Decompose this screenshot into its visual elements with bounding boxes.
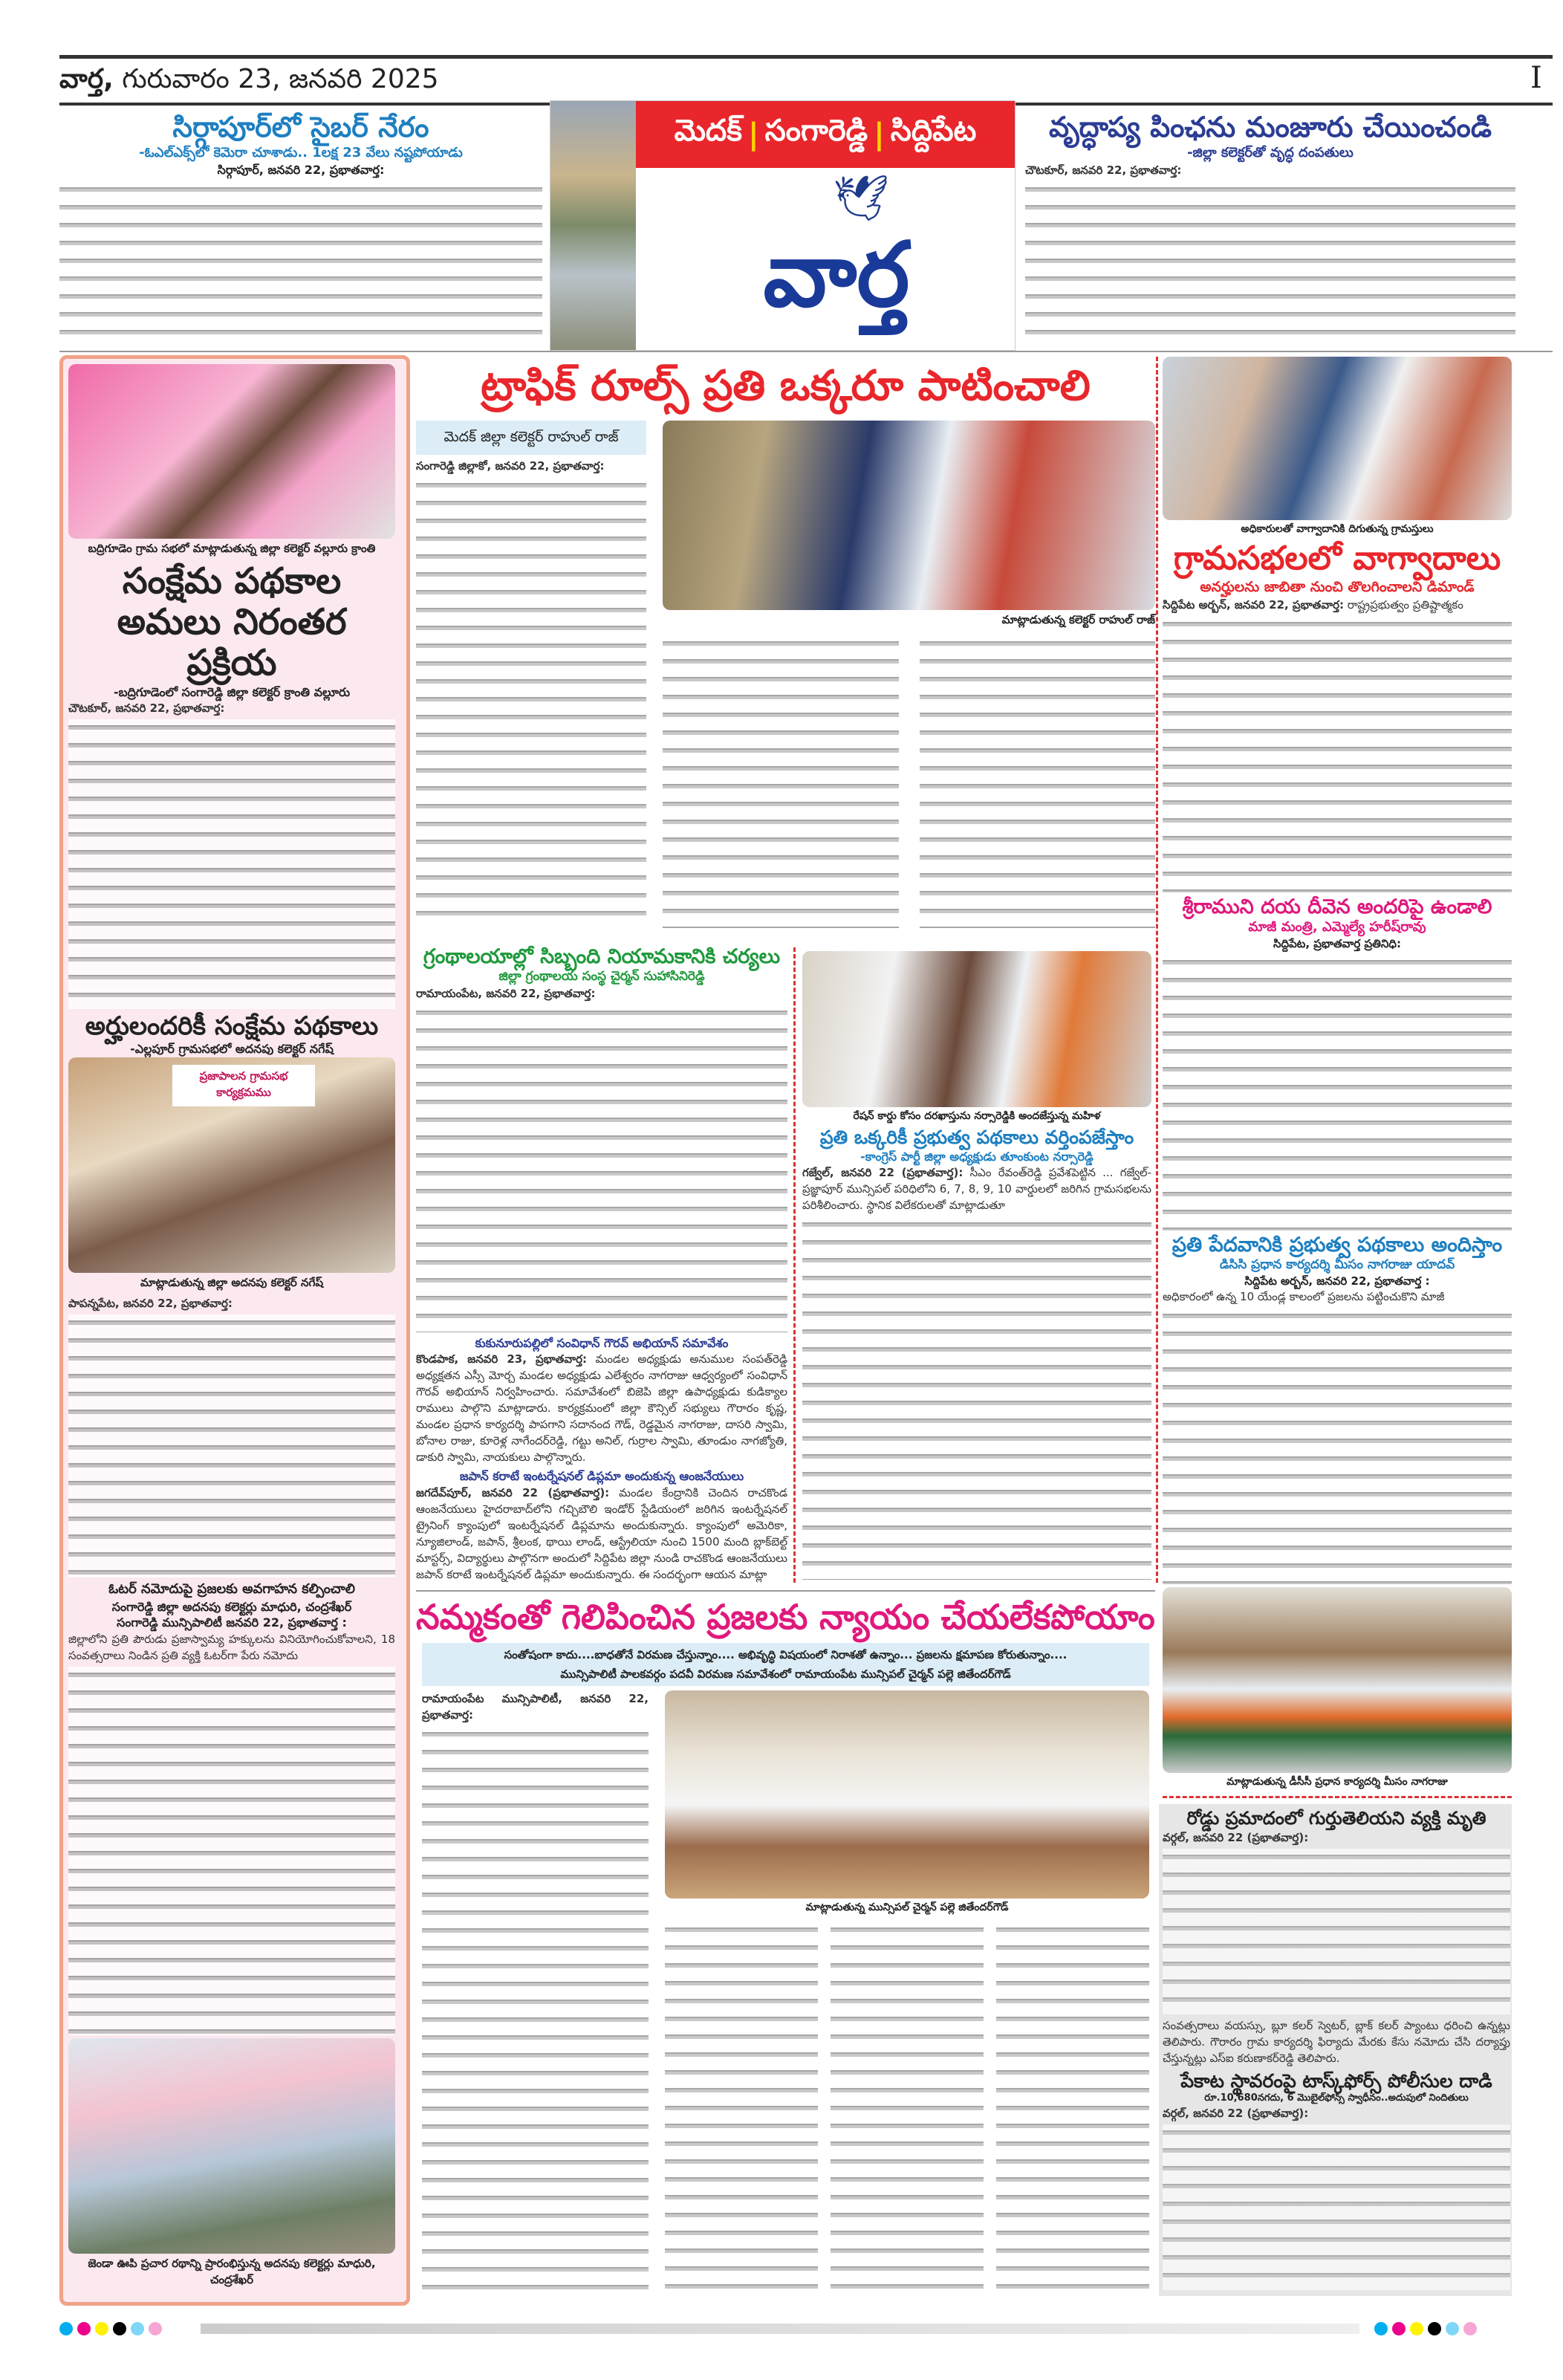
justice-caption: మాట్లాడుతున్న మున్సిపల్ చైర్మన్ పల్లె జితేందర్‌గౌడ్ (805, 1901, 1009, 1914)
congress-subhead: -కాంగ్రెస్ పార్టీ జిల్లా అధ్యక్షుడు తూంకుంట నర్సారెడ్డి (860, 1149, 1094, 1164)
color-registration-right (1374, 2322, 1477, 2335)
top-rule (59, 55, 1553, 59)
traffic-dateline: సంగారెడ్డి జిల్లాకో, జనవరి 22, ప్రభాతవార్త: (416, 459, 605, 473)
traffic-body-col1 (416, 477, 646, 928)
congress-headline: ప్రతి ఒక్కరికీ ప్రభుత్వ పథకాలు వర్తింపజేస్తాం (819, 1126, 1134, 1148)
justice-body-col2 (665, 1922, 818, 2293)
pension-body-text (1025, 181, 1515, 343)
municipal-meeting-photo (665, 1690, 1149, 1899)
district-medak: మెదక్ (674, 114, 743, 148)
accident-tail: సంవత్సరాలు వయస్సు, బ్లూ కలర్ స్వెటర్, బ్లాక్ కలర్ ప్యాంటు ధరించి ఉన్నట్లు తెలిపారు. గౌరారం గ్రామ కార్యదర్శి ఫిర్యాదు మేరకు కేసు నమోదు చేసి దర్యాప్తు చేస్తున్నట్లు ఎస్‌ఐ కరుణాకర్‌రెడ్డి తెలిపారు. (1163, 2018, 1510, 2065)
prajapalana-banner: ప్రజాపాలన గ్రామసభ కార్యక్రమము (172, 1065, 315, 1106)
voter-headline: ఓటర్ నమోదుపై ప్రజలకు అవగాహన కల్పించాలి (108, 1581, 355, 1598)
color-registration-left (59, 2322, 162, 2335)
eligible-caption: మాట్లాడుతున్న జిల్లా అదనపు కలెక్టర్ నగేష్ (140, 1275, 324, 1289)
justice-body-col4 (996, 1922, 1149, 2293)
eligible-subhead: -ఎల్లపూర్ గ్రామసభలో అదనపు కలెక్టర్ నగేష్ (130, 1042, 334, 1057)
congress-caption: రేషన్ కార్డు కోసం దరఖాస్తును నర్సారెడ్డికి అందజేస్తున్న మహిళ (853, 1110, 1101, 1122)
traffic-columns (416, 421, 1155, 931)
section-logo (550, 100, 1016, 351)
karate-headline: జపాన్ కరాటే ఇంటర్నేషనల్ డిప్లమా అందుకున్న ఆంజనేయులు (459, 1469, 744, 1484)
district-band: మెదక్ | సంగారెడ్డి | సిద్దిపేట (636, 101, 1015, 168)
rama-headline: శ్రీరాముని దయ దీవెన అందరిపై ఉండాలి (1182, 895, 1492, 918)
page-number: I (1530, 61, 1542, 95)
justice-lower-columns (665, 1919, 1149, 2296)
left-feature-column (68, 364, 395, 2292)
traffic-story (416, 363, 1155, 931)
welfare-caption: బద్రిగూడెం గ్రామ సభలో మాట్లాడుతున్న జిల్లా కలెక్టర్ వల్లూరు క్రాంతి (88, 542, 376, 555)
justice-headline-wrap (416, 1598, 1155, 1637)
divider (1163, 1796, 1512, 1798)
accident-body-text (1163, 1849, 1510, 2014)
traffic-body-col3 (920, 635, 1156, 928)
column-divider (1156, 357, 1158, 1583)
poor-subhead: డిసిసి ప్రధాన కార్యదర్శి మీసం నాగరాజు యాదవ్ (1219, 1257, 1455, 1273)
poor-headline: ప్రతి పేదవానికి ప్రభుత్వ పథకాలు అందిస్తాం (1172, 1233, 1503, 1257)
rama-subhead: మాజీ మంత్రి, ఎమ్మెల్యే హరీష్‌రావు (1248, 918, 1426, 935)
justice-story (416, 1598, 1155, 2296)
poor-caption: మాట్లాడుతున్న డీసీసీ ప్రధాన కార్యదర్శి మీసం నాగరాజు (1226, 1775, 1448, 1788)
traffic-lower-columns (663, 632, 1155, 931)
voter-subhead: సంగారెడ్డి జిల్లా అదనపు కలెక్టర్లు మాధురి, చంద్రశేఖర్ (111, 1599, 352, 1614)
pension-story (1025, 111, 1515, 346)
raid-dateline: వర్గల్, జనవరి 22 (ప్రభాతవార్త): (1163, 2106, 1309, 2120)
library-subhead: జిల్లా గ్రంథాలయ సంస్థ చైర్మన్ సుహాసినిరెడ్డి (498, 969, 705, 985)
karate-body: జగదేవ్‌పూర్, జనవరి 22 (ప్రభాతవార్త): మండల కేంద్రానికి చెందిన రాచకొండ ఆంజనేయులు హైదరాబాద్‌లోని గచ్చిబౌలి ఇండోర్ స్టేడియంలో జరిగిన ఇంటర్నేషనల్ ట్రైనింగ్ క్యాంపులో ఇంటర్నేషనల్ డిప్లమాను అందుకున్నారు. క్యాంపులో అమెరికా, న్యూజిలాండ్, జపాన్, శ్రీలంక, థాయి లాండ్, ఆస్ట్రేలియా నుంచి 1500 మంది బ్లాక్‌బెల్ట్ మాస్టర్స్, విద్యార్థులు పాల్గొనగా అందులో సిద్దిపేట జిల్లా నుండి రాచకొండ ఆంజనేయులు జపాన్ కరాటే ఇంటర్నేషనల్ డిప్లమా అందుకున్నారు. ఈ సందర్భంగా ఆయన మాట్లా (416, 1486, 787, 1581)
voter-dateline: సంగారెడ్డి మున్సిపాలిటీ జనవరి 22, ప్రభాతవార్త : (117, 1615, 347, 1630)
argument-photo (1163, 357, 1512, 520)
gramasabha-caption: అధికారులతో వాగ్వాదానికి దిగుతున్న గ్రామస్తులు (1241, 523, 1434, 535)
traffic-headline-wrap (416, 363, 1155, 410)
gramasabha-headline: గ్రామసభలలో వాగ్వాదాలు (1173, 539, 1501, 577)
gramasabha-body-text (1163, 616, 1512, 892)
dove-icon: 🕊 (833, 172, 890, 224)
justice-right-area (665, 1690, 1149, 2296)
heritage-photo (550, 101, 636, 350)
pension-headline: వృద్ధాప్య పింఛను మంజూరు చేయించండి (1049, 111, 1492, 143)
traffic-body-col2 (663, 635, 899, 928)
footer-bar (201, 2324, 1359, 2334)
voter-lead: జిల్లాలోని ప్రతి పౌరుడు ప్రజాస్వామ్య హక్కులను వినియోగించుకోవాలని, 18 సంవత్సరాలు నిండిన ప్రతి వ్యక్తి ఓటర్‌గా పేరు నమోదు (68, 1632, 395, 1662)
eligible-headline: అర్హులందరికీ సంక్షేమ పథకాలు (85, 1011, 379, 1042)
traffic-subhead: మెదక్ జిల్లా కలెక్టర్ రాహుల్ రాజ్ (416, 421, 646, 455)
column-divider (793, 947, 796, 1583)
raid-subhead: రూ.10,680నగదు, 6 మొబైల్‌ఫోన్స్ స్వాధీనం..అదుపులో నిందితులు (1204, 2092, 1469, 2104)
justice-quote-box (422, 1643, 1149, 1687)
eligible-body-text (68, 1314, 395, 1578)
section-rule (416, 1590, 1155, 1592)
welfare-subhead: -బద్రిగూడెంలో సంగారెడ్డి జిల్లా కలెక్టర్ క్రాంతి వల్లూరు (113, 684, 351, 699)
ration-card-photo (802, 951, 1151, 1107)
cyber-subhead: -ఓఎల్‌ఎక్స్‌లో కెమెరా చూశాడు.. 1లక్ష 23 వేలు నష్టపోయాడు (139, 144, 463, 160)
samvidhan-body: కొండపాక, జనవరి 23, ప్రభాతవార్త: మండల అధ్యక్షుడు అనుముల సంపత్‌రెడ్డి అధ్యక్షతన ఎస్సీ మోర్చ మండల అధ్యక్షుడు ఎలేశ్వరం నాగరాజు ఆధ్వర్యంలో సంవిధాన్ గౌరవ్ అభియాన్ నిర్వహించారు. సమావేశంలో బిజెపి జిల్లా ఉపాధ్యక్షుడు కుడిక్యాల రాములు పాల్గొని మాట్లాడారు. కార్యక్రమంలో జిల్లా కౌన్సిల్ సభ్యులు గౌరారం కృష్ణ, మండల ప్రధాన కార్యదర్శి పాపగాని సదానంద గౌడ్, రెడ్డమైన నాగరాజు, దాసరి స్వామి, బోనాల రాజు, కూరెళ్ల నాగేందర్‌రెడ్డి, గట్టు అనిల్, గుర్రాల స్వామి, తూండుం నాగజ్యోతి, డాకురి స్వామి, నాయకులు పాల్గొన్నారు. (416, 1352, 787, 1465)
nagaraju-photo (1163, 1587, 1512, 1773)
campaign-photo (68, 2038, 395, 2254)
congress-story (802, 951, 1151, 1583)
justice-body-col1 (422, 1726, 649, 2293)
poor-body-text (1163, 1308, 1512, 1584)
cyber-dateline: సిర్గాపూర్, జనవరి 22, ప్రభాతవార్త: (217, 162, 385, 177)
congress-body-text (802, 1216, 1151, 1580)
welfare-body-text (68, 719, 395, 1009)
eligible-photo (68, 1057, 395, 1273)
justice-columns (416, 1690, 1155, 2296)
justice-dateline: రామాయంపేట మున్సిపాలిటీ, జనవరి 22, ప్రభాతవార్త: (422, 1692, 649, 1722)
cyber-story (59, 111, 542, 346)
library-body-text (416, 1005, 787, 1332)
traffic-col2 (663, 421, 1155, 931)
gramasabha-subhead: అనర్హులను జాబితా నుంచి తొలగించాలని డిమాండ్ (1200, 578, 1475, 595)
justice-quote-sub: మున్సిపాలిటీ పాలకవర్గం పదవీ విరమణ సమావేశంలో రామాయంపేట మున్సిపల్ చైర్మన్ పల్లె జితేందర్‌గౌడ్ (560, 1667, 1011, 1682)
raid-headline: పేకాట స్థావరంపై టాస్క్‌ఫోర్స్ పోలీసుల దాడి (1180, 2069, 1492, 2092)
justice-quote: సంతోషంగా కాదు....బాధతోనే విరమణ చేస్తున్నాం.... అభివృద్ధి విషయంలో నిరాశతో ఉన్నాం... ప్రజలను క్షమాపణ కోరుతున్నాం.... (504, 1647, 1068, 1661)
justice-col1 (422, 1690, 649, 2296)
varta-logo: వార్త (763, 224, 910, 327)
pension-dateline: చౌటకూర్, జనవరి 22, ప్రభాతవార్త: (1025, 163, 1182, 177)
accident-dateline: వర్గల్, జనవరి 22 (ప్రభాతవార్త): (1163, 1830, 1309, 1844)
gramasabha-photo (68, 364, 395, 539)
section-rule (59, 351, 1553, 352)
masthead-line (59, 64, 439, 101)
samvidhan-headline: కుకునూరుపల్లిలో సంవిధాన్ గౌరవ్ అభియాన్ సమావేశం (475, 1335, 729, 1350)
rama-dateline: సిద్దిపేట, ప్రభాతవార్త ప్రతినిధి: (1273, 937, 1402, 951)
rama-body-text (1163, 954, 1512, 1230)
congress-body: గజ్వేల్, జనవరి 22 (ప్రభాతవార్త): సీఎం రేవంత్‌రెడ్డి ప్రవేశపెట్టిన ... గజ్వేల్-ప్రజ్ఞాపూర్ మున్సిపల్ పరిధిలోని 6, 7, 8, 9, 10 వార్డులలో జరిగిన గ్రామసభలను పరిశీలించారు. స్థానిక విలేకరులతో మాట్లాడుతూ (802, 1166, 1151, 1213)
pension-subhead: -జిల్లా కలెక్టర్‌తో వృద్ధ దంపతులు (1187, 144, 1354, 160)
district-sangareddy: సంగారెడ్డి (764, 114, 868, 148)
voter-caption: జెండా ఊపి ప్రచార రథాన్ని ప్రారంభిస్తున్న అదనపు కలెక్టర్లు మాధురి, చంద్రశేఖర్ (88, 2257, 376, 2286)
traffic-caption: మాట్లాడుతున్న కలెక్టర్ రాహుల్ రాజ్ (1001, 613, 1155, 627)
right-column (1163, 357, 1512, 1798)
justice-headline: నమ్మకంతో గెలిపించిన ప్రజలకు న్యాయం చేయలేకపోయాం (416, 1597, 1155, 1637)
poor-lead: అధికారంలో ఉన్న 10 యేండ్ల కాలంలో ప్రజలను పట్టించుకొని మాజీ (1163, 1290, 1445, 1304)
middle-column (416, 945, 787, 1583)
traffic-headline: ట్రాఫిక్ రూల్స్ ప్రతి ఒక్కరూ పాటించాలి (481, 362, 1091, 410)
welfare-dateline: చౌటకూర్, జనవరి 22, ప్రభాతవార్త: (68, 701, 225, 716)
traffic-col1 (416, 421, 646, 931)
district-siddipet: సిద్దిపేట (890, 114, 977, 148)
gramasabha-dateline: సిద్దిపేట అర్బన్, జనవరి 22, ప్రభాతవార్త: రాష్ట్రప్రభుత్వం ప్రతిష్టాత్మకం (1163, 598, 1463, 612)
cyber-headline: సిర్గాపూర్‌లో సైబర్ నేరం (172, 111, 429, 143)
issue-date: గురువారం 23, జనవరి 2025 (122, 64, 439, 94)
paper-name: వార్త, (59, 64, 114, 94)
library-dateline: రామాయంపేట, జనవరి 22, ప్రభాతవార్త: (416, 986, 596, 1000)
voter-body-text (68, 1667, 395, 2035)
accident-headline: రోడ్డు ప్రమాదంలో గుర్తుతెలియని వ్యక్తి మృతి (1186, 1808, 1486, 1829)
welfare-headline: సంక్షేమ పథకాల అమలు నిరంతర ప్రక్రియ (117, 560, 347, 684)
cyber-body-text (59, 181, 542, 343)
raid-body-text (1163, 2124, 1510, 2290)
traffic-photo (663, 421, 1155, 610)
library-headline: గ్రంథాలయాల్లో సిబ్బంది నియామకానికి చర్యలు (423, 945, 781, 968)
crime-stories (1163, 1809, 1510, 2293)
poor-dateline: సిద్దిపేట అర్బన్, జనవరి 22, ప్రభాతవార్త : (1244, 1274, 1430, 1288)
justice-body-col3 (831, 1922, 984, 2293)
eligible-dateline: పాపన్నపేట, జనవరి 22, ప్రభాతవార్త: (68, 1296, 233, 1310)
